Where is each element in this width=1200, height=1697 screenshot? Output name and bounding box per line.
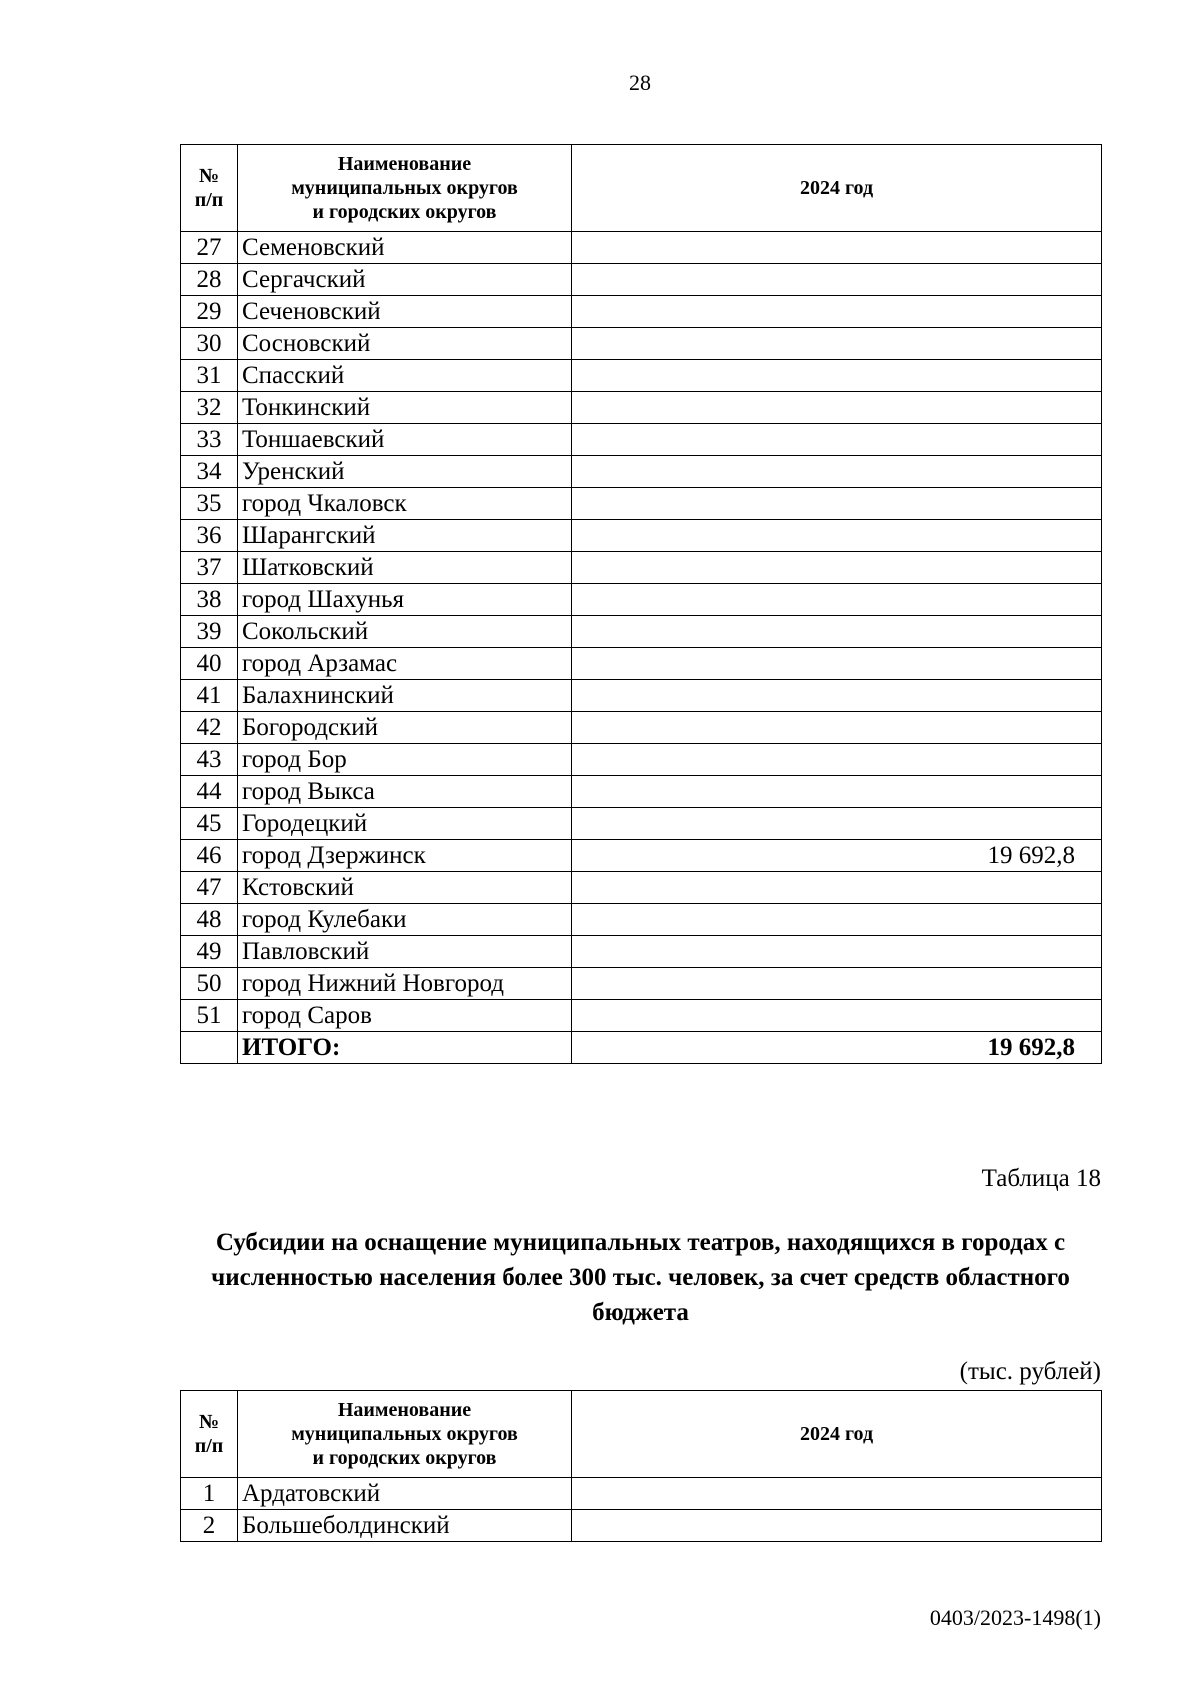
table-row (181, 936, 1102, 968)
municipality-name: Тоншаевский (238, 424, 572, 456)
row-value (572, 968, 1102, 1000)
total-label: ИТОГО: (238, 1032, 572, 1064)
municipality-name: Большеболдинский (238, 1510, 572, 1542)
row-value (572, 328, 1102, 360)
row-value (572, 616, 1102, 648)
table-row (181, 872, 1102, 904)
row-number: 30 (181, 328, 238, 360)
municipality-name: Городецкий (238, 808, 572, 840)
row-number: 28 (181, 264, 238, 296)
header-year (572, 145, 1102, 232)
table-row (181, 1510, 1102, 1542)
row-number: 2 (181, 1510, 238, 1542)
table-row (181, 456, 1102, 488)
row-value (572, 488, 1102, 520)
row-number: 36 (181, 520, 238, 552)
row-number: 44 (181, 776, 238, 808)
table-row (181, 648, 1102, 680)
row-value (572, 904, 1102, 936)
row-value (572, 1510, 1102, 1542)
table-row (181, 1000, 1102, 1032)
municipality-name: город Выкса (238, 776, 572, 808)
row-value (572, 1000, 1102, 1032)
row-value (572, 744, 1102, 776)
row-value (572, 808, 1102, 840)
table-row (181, 552, 1102, 584)
table-row (181, 264, 1102, 296)
header-year (572, 1391, 1102, 1478)
municipality-name: город Нижний Новгород (238, 968, 572, 1000)
table-row (181, 296, 1102, 328)
row-number: 40 (181, 648, 238, 680)
row-value (572, 648, 1102, 680)
municipality-name: город Бор (238, 744, 572, 776)
table-row (181, 328, 1102, 360)
row-number: 49 (181, 936, 238, 968)
municipality-name: Кстовский (238, 872, 572, 904)
table-row (181, 744, 1102, 776)
table-row (181, 520, 1102, 552)
table-18 (180, 1390, 1102, 1542)
row-number: 46 (181, 840, 238, 872)
table-row (181, 712, 1102, 744)
table-continuation (180, 144, 1102, 1064)
municipality-name: Шарангский (238, 520, 572, 552)
row-number: 45 (181, 808, 238, 840)
row-value (572, 584, 1102, 616)
row-value (572, 520, 1102, 552)
municipality-name: Сеченовский (238, 296, 572, 328)
row-number: 41 (181, 680, 238, 712)
row-number: 47 (181, 872, 238, 904)
row-number: 31 (181, 360, 238, 392)
row-value (572, 296, 1102, 328)
table-row (181, 968, 1102, 1000)
row-number: 38 (181, 584, 238, 616)
municipality-name: город Кулебаки (238, 904, 572, 936)
municipality-name: Сосновский (238, 328, 572, 360)
municipality-name: город Арзамас (238, 648, 572, 680)
row-number: 50 (181, 968, 238, 1000)
municipality-name: Уренский (238, 456, 572, 488)
table-row (181, 360, 1102, 392)
municipality-name: город Шахунья (238, 584, 572, 616)
row-value (572, 392, 1102, 424)
document-code: 0403/2023-1498(1) (929, 1605, 1101, 1630)
row-number: 34 (181, 456, 238, 488)
municipality-name: Семеновский (238, 232, 572, 264)
row-number: 33 (181, 424, 238, 456)
table-row (181, 840, 1102, 872)
row-value (572, 264, 1102, 296)
row-value (572, 232, 1102, 264)
municipality-name: город Чкаловск (238, 488, 572, 520)
row-number: 1 (181, 1478, 238, 1510)
municipality-name: Ардатовский (238, 1478, 572, 1510)
municipality-name: Шатковский (238, 552, 572, 584)
row-value (572, 424, 1102, 456)
table-row (181, 232, 1102, 264)
header-num-text: № п/п (194, 165, 224, 211)
total-num-cell (181, 1032, 238, 1064)
row-value: 19 692,8 (572, 840, 1102, 872)
row-number: 42 (181, 712, 238, 744)
header-num (181, 1391, 238, 1478)
row-number: 27 (181, 232, 238, 264)
header-name-text: Наименование муниципальных округов и городских округов (291, 1399, 518, 1469)
row-number: 35 (181, 488, 238, 520)
row-value (572, 936, 1102, 968)
subsidy-title: Субсидии на оснащение муниципальных театров, находящихся в городах с численностью населения более 300 тыс. человек, за счет средств областного бюджета (211, 1229, 1070, 1326)
row-value (572, 1478, 1102, 1510)
table-row (181, 392, 1102, 424)
total-row (181, 1032, 1102, 1064)
row-value (572, 552, 1102, 584)
row-number: 39 (181, 616, 238, 648)
header-name (238, 1391, 572, 1478)
row-value (572, 776, 1102, 808)
municipality-name: Балахнинский (238, 680, 572, 712)
row-number: 37 (181, 552, 238, 584)
header-name-text: Наименование муниципальных округов и городских округов (291, 153, 518, 223)
municipality-name: Спасский (238, 360, 572, 392)
table-row (181, 808, 1102, 840)
table-row (181, 776, 1102, 808)
municipality-name: Тонкинский (238, 392, 572, 424)
row-number: 43 (181, 744, 238, 776)
table-row (181, 904, 1102, 936)
page-number: 28 (629, 70, 651, 95)
municipality-name: город Саров (238, 1000, 572, 1032)
municipality-name: Сокольский (238, 616, 572, 648)
row-number: 51 (181, 1000, 238, 1032)
table-row (181, 616, 1102, 648)
municipality-name: Сергачский (238, 264, 572, 296)
municipality-name: Павловский (238, 936, 572, 968)
municipality-name: город Дзержинск (238, 840, 572, 872)
row-value (572, 712, 1102, 744)
header-year-text: 2024 год (799, 177, 874, 199)
total-value: 19 692,8 (572, 1032, 1102, 1064)
row-number: 32 (181, 392, 238, 424)
table-row (181, 584, 1102, 616)
row-number: 48 (181, 904, 238, 936)
row-number: 29 (181, 296, 238, 328)
table-row (181, 1478, 1102, 1510)
header-num (181, 145, 238, 232)
row-value (572, 680, 1102, 712)
header-year-text: 2024 год (799, 1423, 874, 1445)
header-name (238, 145, 572, 232)
row-value (572, 872, 1102, 904)
table-row (181, 424, 1102, 456)
row-value (572, 456, 1102, 488)
row-value (572, 360, 1102, 392)
table-row (181, 488, 1102, 520)
table-label: Таблица 18 (981, 1165, 1101, 1192)
table-row (181, 680, 1102, 712)
header-num-text: № п/п (194, 1411, 224, 1457)
municipality-name: Богородский (238, 712, 572, 744)
units-label: (тыс. рублей) (959, 1358, 1101, 1385)
